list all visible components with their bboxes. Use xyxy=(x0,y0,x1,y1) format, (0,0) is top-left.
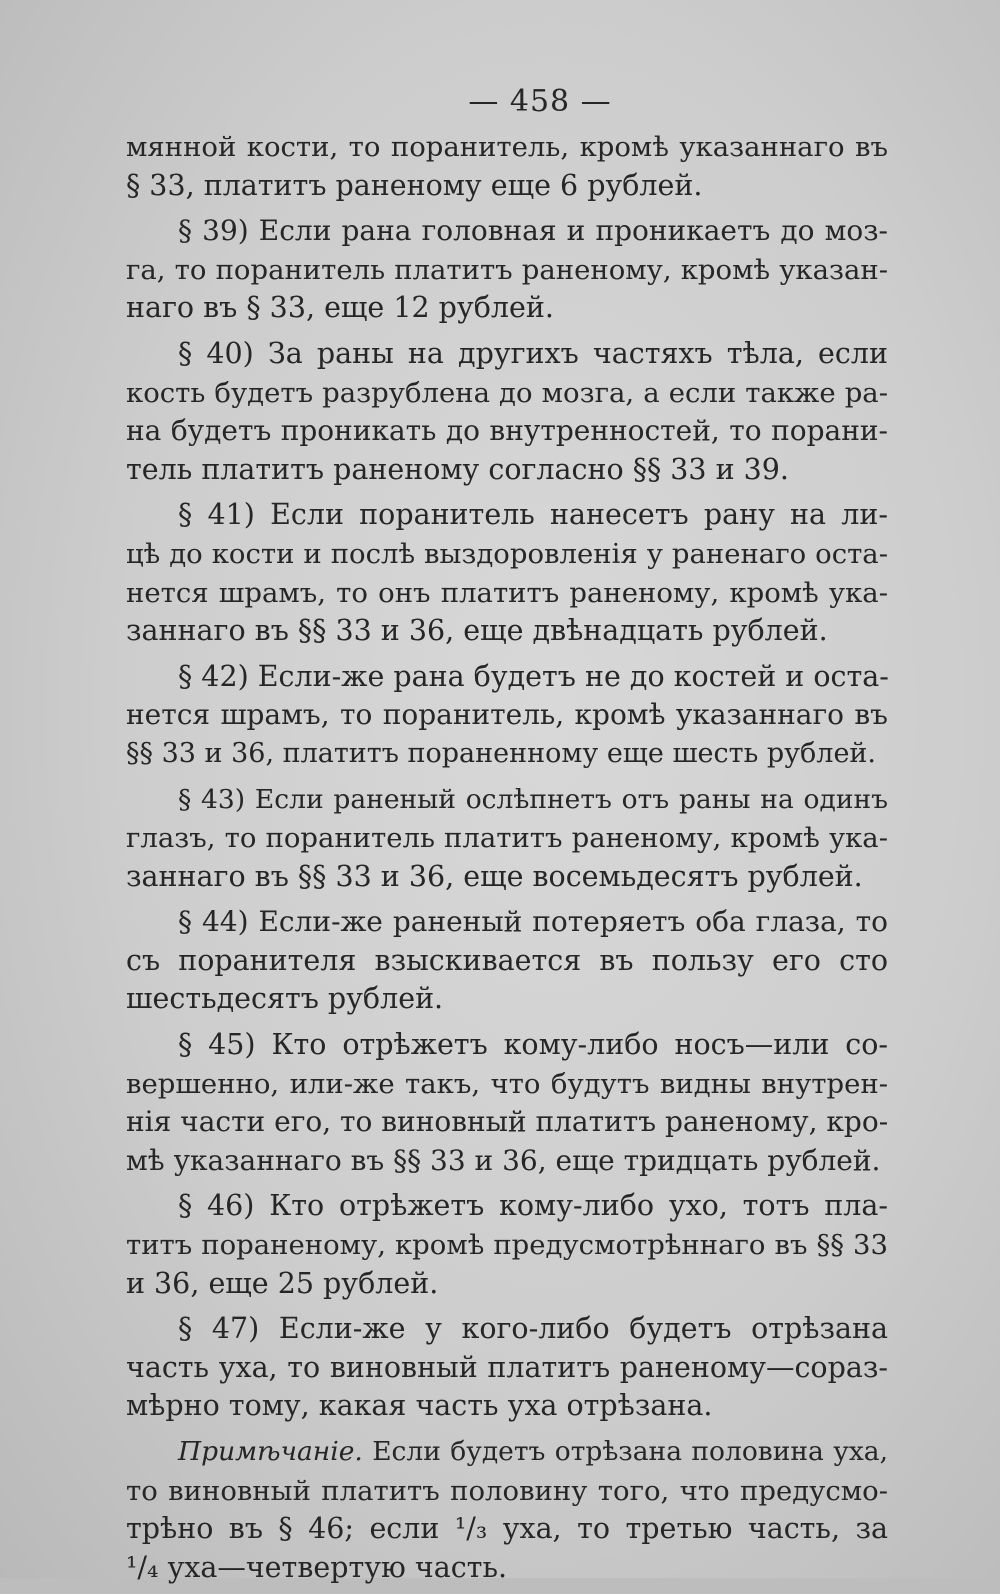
paragraph-p46 xyxy=(126,1187,888,1303)
text-line: § 43) Если раненый ослѣпнетъ отъ раны на одинъ xyxy=(178,783,888,815)
paragraph-p47 xyxy=(126,1310,888,1426)
text-line: кость будетъ разрублена до мозга, а если также ра- xyxy=(126,376,888,409)
text-line: нія части его, то виновный платитъ раненому, кро- xyxy=(126,1105,889,1139)
text-line: § 47) Если-же у кого-либо будетъ отрѣзана xyxy=(178,1312,888,1346)
text-line: § 39) Если рана головная и проникаетъ до моз- xyxy=(178,214,888,248)
text-line: мянной кости, то поранитель, кромѣ указаннаго въ xyxy=(126,131,888,163)
text-line: мѣрно тому, какая часть уха отрѣзана. xyxy=(126,1389,713,1423)
paragraph-p0 xyxy=(126,128,888,205)
note-paragraph xyxy=(126,1433,888,1587)
text-line: съ поранителя взыскивается въ пользу его сто xyxy=(126,943,888,977)
text-line: § 33, платитъ раненому еще 6 рублей. xyxy=(126,168,703,202)
text-line: часть уха, то виновный платитъ раненому—сораз- xyxy=(126,1350,888,1384)
text-line: § 40) За раны на другихъ частяхъ тѣла, если xyxy=(178,336,888,370)
text-line: вершенно, или-же такъ, что будутъ видны внутрен- xyxy=(126,1067,888,1100)
paragraph-p42 xyxy=(126,658,888,774)
text-line: глазъ, то поранитель платитъ раненому, кромѣ ука- xyxy=(126,822,888,855)
paragraph-p40 xyxy=(126,335,888,489)
note-text: Если будетъ отрѣзана половина уха, xyxy=(362,1436,888,1467)
text-line: нется шрамъ, то онъ платитъ раненому, кромѣ ука- xyxy=(126,576,888,609)
text-line: заннаго въ §§ 33 и 36, еще двѣнадцать рублей. xyxy=(126,614,828,648)
body-text xyxy=(126,128,888,1594)
text-line: тель платитъ раненому согласно §§ 33 и 39. xyxy=(126,452,789,486)
note-label: Примѣчаніе. xyxy=(178,1436,363,1467)
text-line: наго въ § 33, еще 12 рублей. xyxy=(126,291,554,325)
text-line: §§ 33 и 36, платитъ пораненному еще шесть рублей. xyxy=(126,737,877,769)
text-line: шестьдесятъ рублей. xyxy=(126,982,444,1016)
paragraph-p45 xyxy=(126,1026,888,1180)
text-line xyxy=(126,1433,888,1472)
text-line: § 42) Если-же рана будетъ не до костей и оста- xyxy=(178,659,889,693)
page-number: — 458 — xyxy=(468,84,612,119)
text-line: § 41) Если поранитель нанесетъ рану на ли- xyxy=(178,498,888,532)
paragraph-p39 xyxy=(126,212,888,328)
text-line: цѣ до кости и послѣ выздоровленія у раненаго оста- xyxy=(126,537,888,570)
text-line: на будетъ проникать до внутренностей, то порани- xyxy=(126,414,888,448)
paragraph-p44 xyxy=(126,903,888,1019)
text-line: титъ пораненому, кромѣ предусмотрѣннаго въ §§ 33 xyxy=(126,1229,888,1262)
text-line: § 45) Кто отрѣжетъ кому-либо носъ—или со- xyxy=(178,1028,888,1062)
paragraph-p43 xyxy=(126,781,888,897)
text-line: и 36, еще 25 рублей. xyxy=(126,1266,439,1300)
text-line: га, то поранитель платитъ раненому, кромѣ указан- xyxy=(126,253,888,286)
paragraph-p41 xyxy=(126,496,888,650)
text-line: заннаго въ §§ 33 и 36, еще восемьдесятъ рублей. xyxy=(126,859,863,893)
text-line: § 46) Кто отрѣжетъ кому-либо ухо, тотъ пла- xyxy=(178,1189,888,1223)
text-line: ¹/₄ уха—четвертую часть. xyxy=(126,1550,508,1584)
text-line: то виновный платитъ половину того, что предусмо- xyxy=(126,1474,888,1507)
text-line: нется шрамъ, то поранитель, кромѣ указаннаго въ xyxy=(126,698,888,732)
text-line: мѣ указаннаго въ §§ 33 и 36, еще тридцать рублей. xyxy=(126,1143,881,1177)
text-line: § 44) Если-же раненый потеряетъ оба глаза, то xyxy=(178,905,888,939)
text-line: трѣно въ § 46; если ¹/₃ уха, то третью часть, за xyxy=(126,1512,888,1546)
